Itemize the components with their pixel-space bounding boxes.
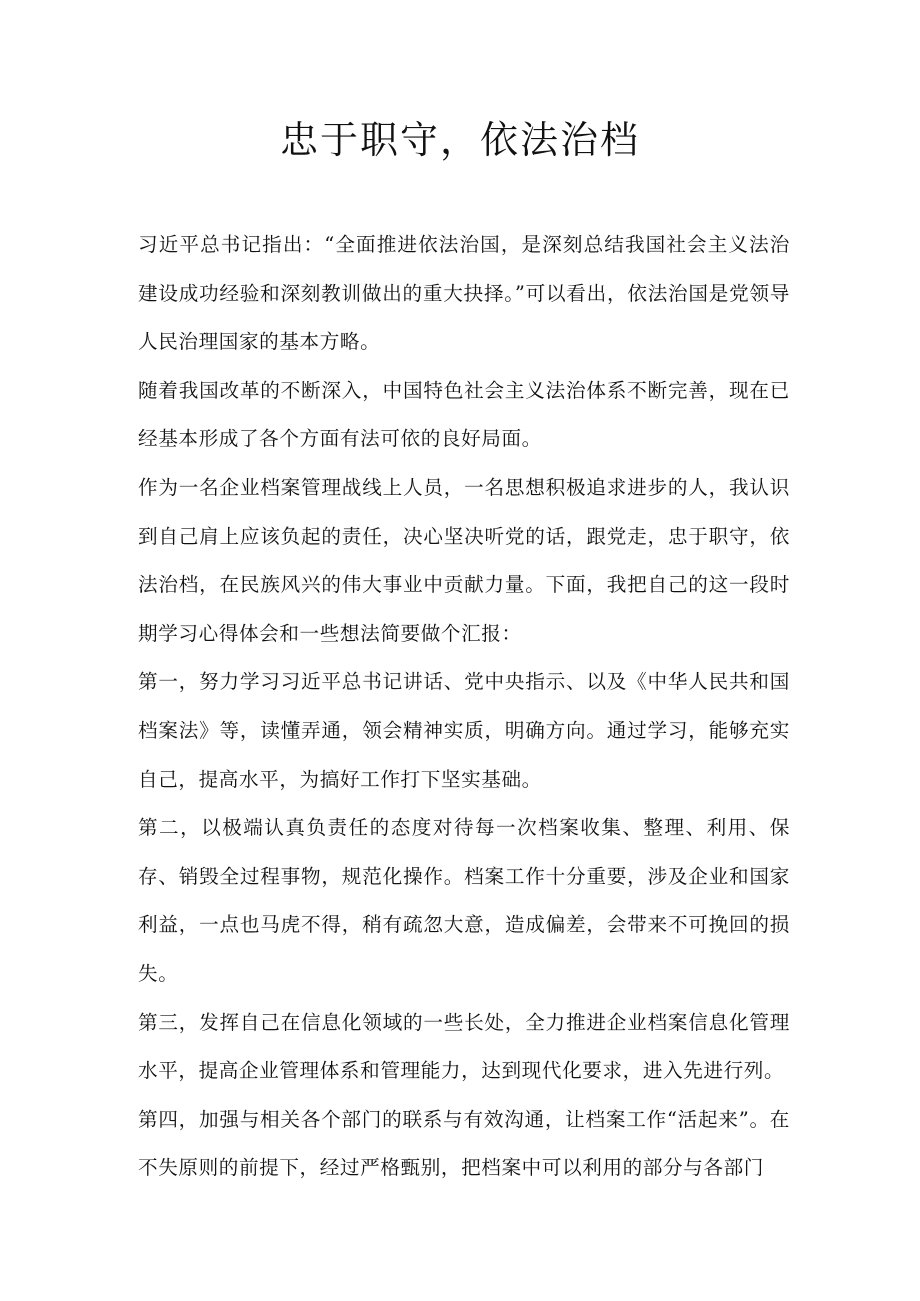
paragraph-2: 随着我国改革的不断深入，中国特色社会主义法治体系不断完善，现在已经基本形成了各个方面有法可依的良好局面。 bbox=[138, 378, 790, 451]
paragraph-1: 习近平总书记指出：“全面推进依法治国，是深刻总结我国社会主义法治建设成功经验和深刻教训做出的重大抉择。”可以看出，依法治国是党领导人民治理国家的基本方略。 bbox=[138, 233, 790, 354]
document-body bbox=[138, 221, 790, 1193]
paragraph-7: 第四，加强与相关各个部门的联系与有效沟通，让档案工作“活起来”。在不失原则的前提下，经过严格甄别，把档案中可以利用的部分与各部门 bbox=[138, 1107, 790, 1180]
document-title: 忠于职守，依法治档 bbox=[279, 118, 640, 162]
paragraph-6: 第三，发挥自己在信息化领域的一些长处，全力推进企业档案信息化管理水平，提高企业管理体系和管理能力，达到现代化要求，进入先进行列。 bbox=[138, 1010, 790, 1083]
paragraph-3: 作为一名企业档案管理战线上人员，一名思想积极追求进步的人，我认识到自己肩上应该负起的责任，决心坚决听党的话，跟党走，忠于职守，依法治档，在民族风兴的伟大事业中贡献力量。下面，我把自己的这一段时期学习心得体会和一些想法简要做个汇报： bbox=[138, 475, 790, 645]
paragraph-4: 第一，努力学习习近平总书记讲话、党中央指示、以及《中华人民共和国档案法》等，读懂弄通，领会精神实质，明确方向。通过学习，能够充实自己，提高水平，为搞好工作打下坚实基础。 bbox=[138, 670, 790, 791]
paragraph-5: 第二，以极端认真负责任的态度对待每一次档案收集、整理、利用、保存、销毁全过程事物，规范化操作。档案工作十分重要，涉及企业和国家利益，一点也马虎不得，稍有疏忽大意，造成偏差，会带来不可挽回的损失。 bbox=[138, 816, 790, 985]
